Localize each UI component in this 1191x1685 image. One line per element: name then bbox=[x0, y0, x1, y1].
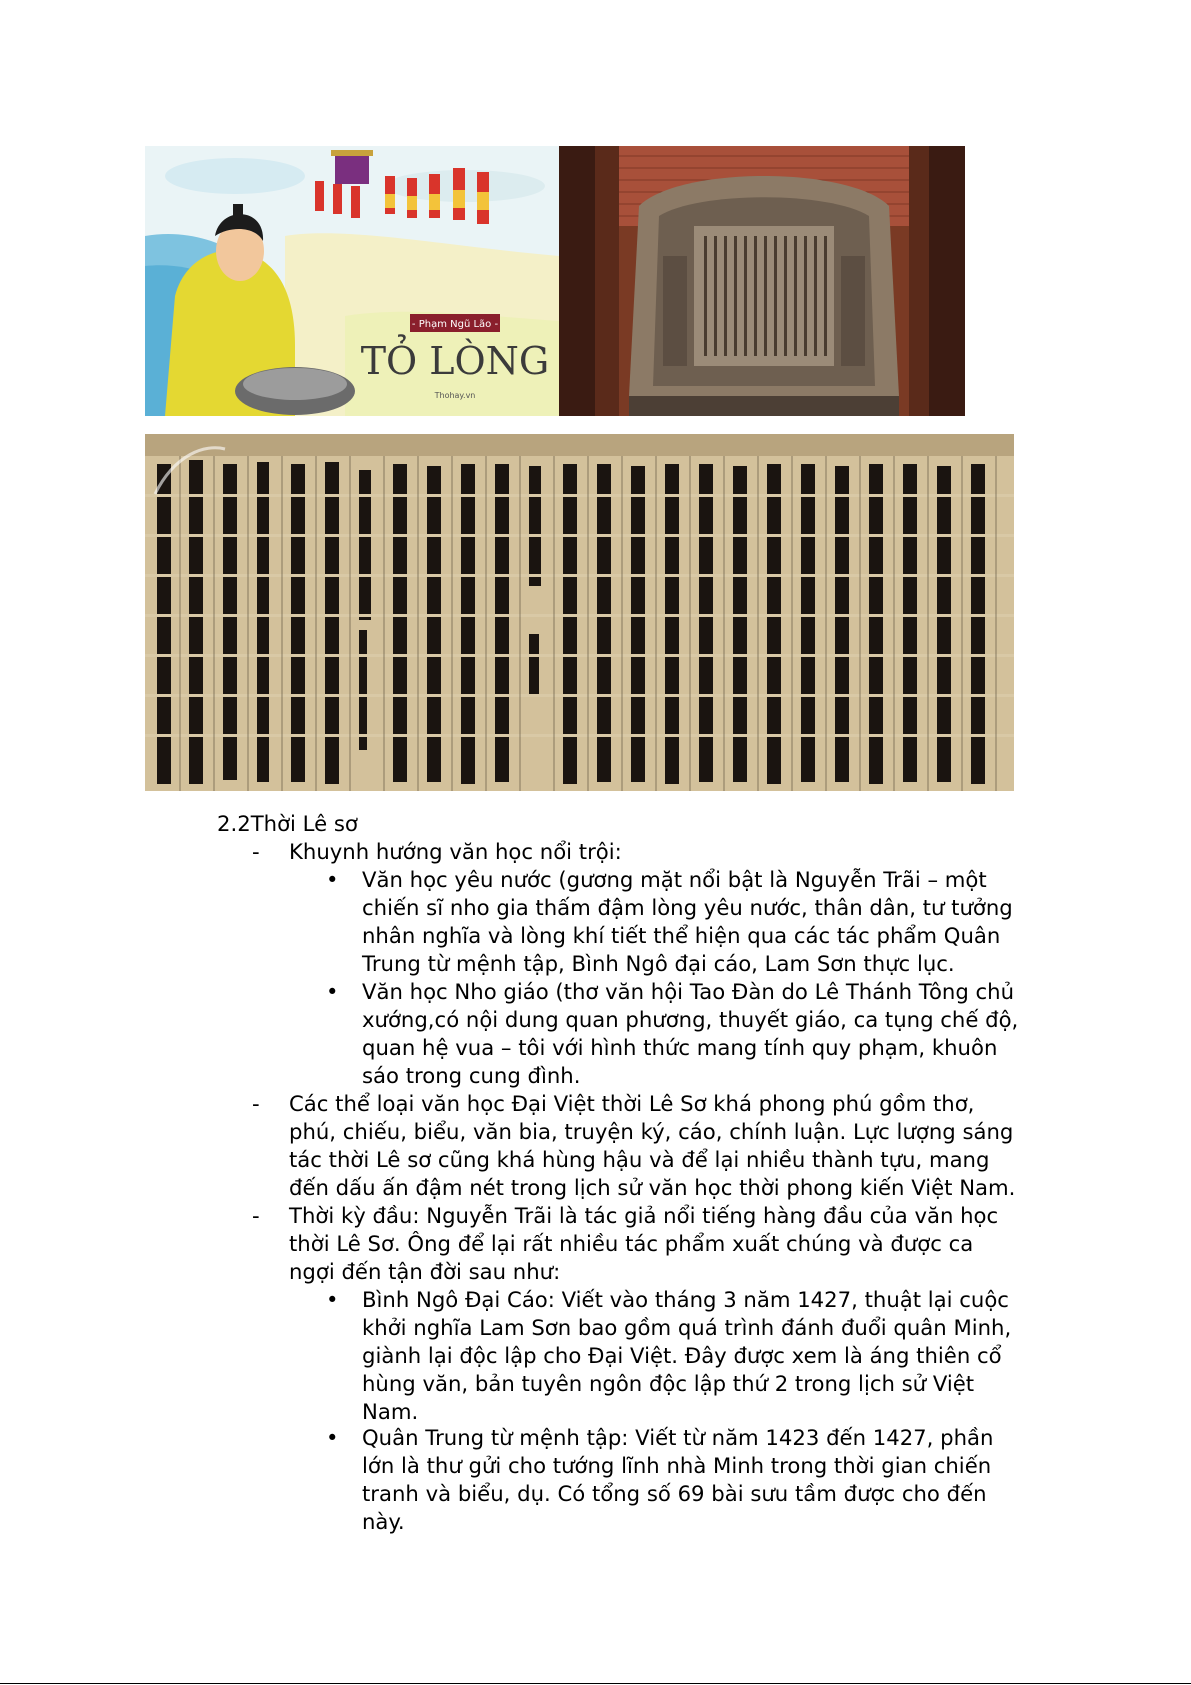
page-bottom-rule bbox=[0, 1683, 1191, 1684]
stele-photo bbox=[559, 146, 965, 416]
section-heading: 2.2Thời Lê sơ bbox=[217, 811, 358, 836]
bullet-marker: • bbox=[326, 979, 339, 1004]
sub-item-text: Văn học yêu nước (gương mặt nổi bật là Nguyễn Trãi – một chiến sĩ nho gia thấm đậm lòng yêu nước, thân dân, tư tưởng nhân nghĩa và lòng khí tiết thể hiện qua các tác phẩm Quân Trung từ mệnh tập, Bình Ngô đại cáo, Lam Sơn thực lục. bbox=[362, 867, 1013, 976]
dash-marker: - bbox=[252, 1091, 260, 1116]
manuscript-scan-graphic bbox=[145, 434, 1014, 791]
tolong-source: Thohay.vn bbox=[434, 391, 476, 400]
bullet-marker: • bbox=[326, 1287, 339, 1312]
tolong-illustration bbox=[145, 146, 559, 416]
list-item-text: Khuynh hướng văn học nổi trội: bbox=[289, 839, 622, 864]
sub-item-text: Bình Ngô Đại Cáo: Viết vào tháng 3 năm 1427, thuật lại cuộc khởi nghĩa Lam Sơn bao gồm quá trình đánh đuổi quân Minh, giành lại độc lập cho Đại Việt. Đây được xem là áng thiên cổ hùng văn, bản tuyên ngôn độc lập thứ 2 trong lịch sử Việt Nam. bbox=[362, 1287, 1012, 1424]
bullet-marker: • bbox=[326, 867, 339, 892]
tolong-title: TỎ LÒNG bbox=[360, 339, 550, 383]
tolong-author-banner: - Phạm Ngũ Lão - bbox=[411, 319, 499, 330]
list-item-text: Thời kỳ đầu: Nguyễn Trãi là tác giả nổi tiếng hàng đầu của văn học thời Lê Sơ. Ông để lại rất nhiều tác phẩm xuất chúng và được ca ngợi đến tận đời sau như: bbox=[289, 1203, 999, 1284]
dash-marker: - bbox=[252, 839, 260, 864]
manuscript-scan bbox=[145, 434, 1014, 791]
bullet-marker: • bbox=[326, 1425, 339, 1450]
sub-item-text: Văn học Nho giáo (thơ văn hội Tao Đàn do Lê Thánh Tông chủ xướng,có nội dung quan phương, thuyết giáo, ca tụng chế độ, quan hệ vua – tôi với hình thức mang tính quy phạm, khuôn sáo trong cung đình. bbox=[362, 979, 1019, 1088]
dash-marker: - bbox=[252, 1203, 260, 1228]
tolong-illustration-graphic bbox=[145, 146, 559, 416]
stele-photo-graphic bbox=[559, 146, 965, 416]
sub-item-text: Quân Trung từ mệnh tập: Viết từ năm 1423 đến 1427, phần lớn là thư gửi cho tướng lĩnh nhà Minh trong thời gian chiến tranh và biểu, dụ. Có tổng số 69 bài sưu tầm được cho đến này. bbox=[362, 1425, 994, 1534]
list-item-text: Các thể loại văn học Đại Việt thời Lê Sơ khá phong phú gồm thơ, phú, chiếu, biểu, văn bia, truyện ký, cáo, chính luận. Lực lượng sáng tác thời Lê sơ cũng khá hùng hậu và để lại nhiều thành tựu, mang đến dấu ấn đậm nét trong lịch sử văn học thời phong kiến Việt Nam. bbox=[289, 1091, 1016, 1200]
